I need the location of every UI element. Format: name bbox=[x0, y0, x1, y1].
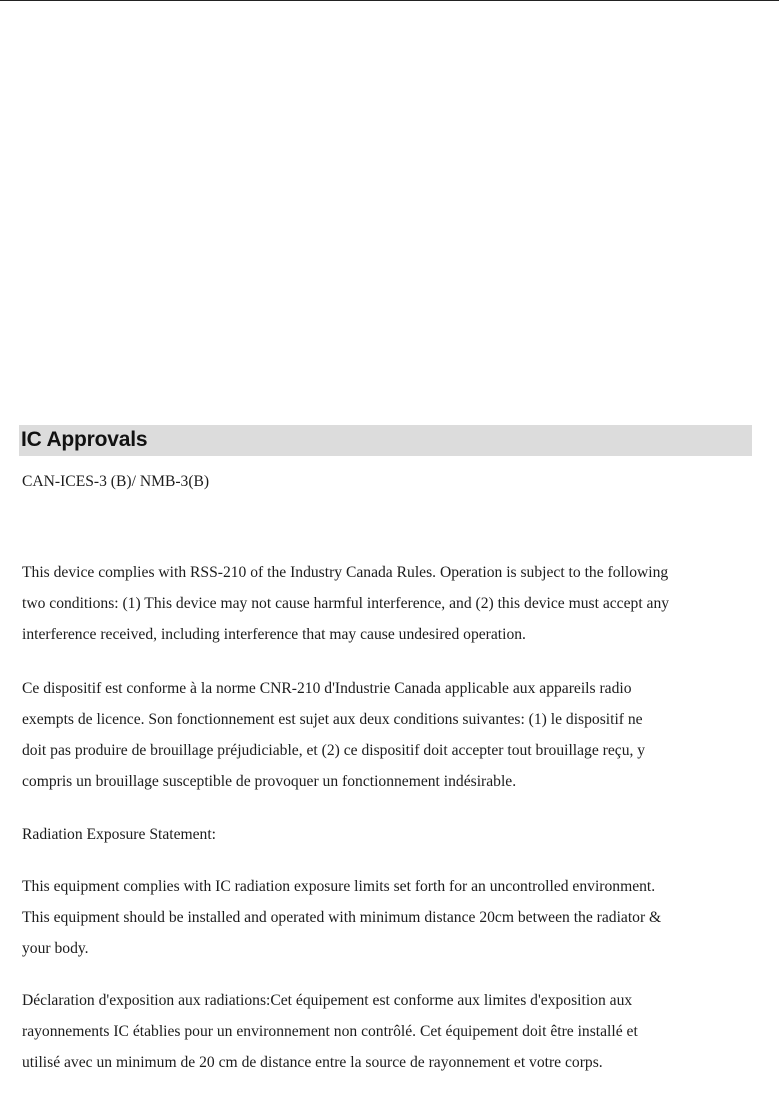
paragraph-line: Ce dispositif est conforme à la norme CNR-210 d'Industrie Canada applicable aux appareils radio bbox=[22, 680, 632, 697]
paragraph-line: compris un brouillage susceptible de provoquer un fonctionnement indésirable. bbox=[22, 773, 517, 790]
paragraph-line: your body. bbox=[22, 940, 89, 957]
paragraph-line: two conditions: (1) This device may not cause harmful interference, and (2) this device must accept any bbox=[22, 595, 670, 612]
paragraph-en-compliance bbox=[22, 557, 757, 650]
paragraph-line: doit pas produire de brouillage préjudiciable, et (2) ce dispositif doit accepter tout brouillage reçu, y bbox=[22, 742, 646, 759]
paragraph-fr-compliance bbox=[22, 673, 757, 797]
paragraph-fr-radiation bbox=[22, 985, 757, 1078]
radiation-statement-heading: Radiation Exposure Statement: bbox=[22, 826, 217, 843]
standard-designation: CAN-ICES-3 (B)/ NMB-3(B) bbox=[22, 473, 210, 490]
section-heading: IC Approvals bbox=[21, 428, 148, 451]
top-border-rule bbox=[0, 0, 779, 1]
paragraph-line: exempts de licence. Son fonctionnement est sujet aux deux conditions suivantes: (1) le dispositif ne bbox=[22, 711, 643, 728]
paragraph-line: utilisé avec un minimum de 20 cm de distance entre la source de rayonnement et votre corps. bbox=[22, 1054, 603, 1071]
section-header-bar bbox=[19, 425, 752, 456]
paragraph-line: Déclaration d'exposition aux radiations:Cet équipement est conforme aux limites d'exposition aux bbox=[22, 992, 633, 1009]
paragraph-line: interference received, including interference that may cause undesired operation. bbox=[22, 626, 526, 643]
paragraph-line: This device complies with RSS-210 of the Industry Canada Rules. Operation is subject to the following bbox=[22, 564, 669, 581]
paragraph-en-radiation bbox=[22, 871, 757, 964]
paragraph-line: This equipment should be installed and operated with minimum distance 20cm between the radiator & bbox=[22, 909, 662, 926]
paragraph-line: rayonnements IC établies pour un environnement non contrôlé. Cet équipement doit être installé et bbox=[22, 1023, 638, 1040]
paragraph-line: This equipment complies with IC radiation exposure limits set forth for an uncontrolled environment. bbox=[22, 878, 656, 895]
